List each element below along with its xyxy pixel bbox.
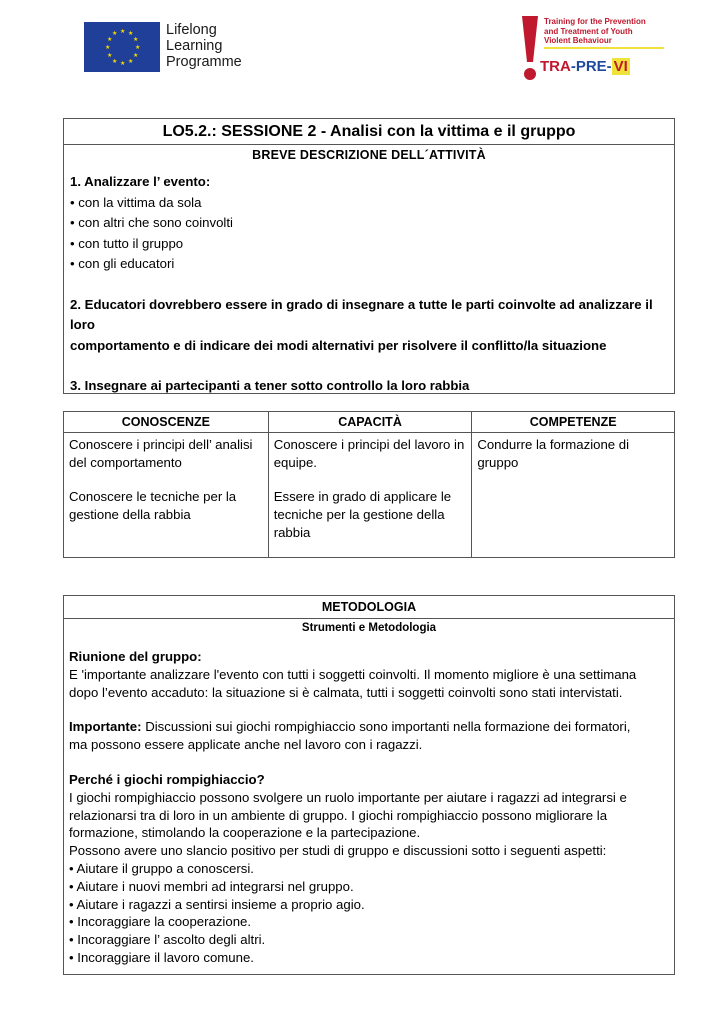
- list-item: • Incoraggiare la cooperazione.: [69, 914, 252, 930]
- p1-line: E 'importante analizzare l'evento con tutti i soggetti coinvolti. Il momento migliore è una settimana: [69, 666, 637, 682]
- methodology-box: [63, 595, 675, 975]
- p2-line-1-rest: Discussioni sui giochi rompighiaccio sono importanti nella formazione dei formatori,: [141, 719, 631, 735]
- list-item: • Incoraggiare il lavoro comune.: [69, 949, 254, 965]
- item2-line-2: comportamento e di indicare dei modi alternativi per risolvere il conflitto/la situazione: [70, 337, 607, 353]
- p3-line: I giochi rompighiaccio possono svolgere un ruolo importante per aiutare i ragazzi ad integrarsi e: [69, 789, 627, 805]
- methodology-body: [64, 634, 674, 967]
- activity-body: [64, 162, 674, 397]
- header-competenze: COMPETENZE: [472, 412, 675, 433]
- svg-text:★: ★: [128, 58, 134, 65]
- llp-line-3: Programme: [166, 54, 242, 70]
- list-item: • Incoraggiare l’ ascolto degli altri.: [69, 932, 266, 948]
- eu-flag-icon: [84, 22, 160, 72]
- p1-heading: Riunione del gruppo:: [69, 649, 202, 664]
- p2-line-1: [69, 718, 669, 736]
- activity-box: [63, 118, 675, 394]
- competenze-item: Condurre la formazione di gruppo: [477, 437, 630, 470]
- p3-line: relazionarsi tra di loro in un ambiente di gruppo. I giochi rompighiaccio possono migliorare la: [69, 807, 608, 823]
- tra-pre-vi-logo: [518, 14, 668, 84]
- svg-text:★: ★: [107, 52, 113, 59]
- activity-title: LO5.2.: SESSIONE 2 - Analisi con la vittima e il gruppo: [64, 119, 674, 145]
- item1-heading: 1. Analizzare l’ evento:: [70, 174, 211, 189]
- cell-competenze: [472, 433, 675, 558]
- table-row: [64, 433, 675, 558]
- svg-text:★: ★: [120, 28, 126, 35]
- methodology-title: METODOLOGIA: [64, 596, 674, 619]
- tra-tagline: [544, 17, 646, 46]
- svg-text:★: ★: [112, 30, 118, 37]
- p3-heading: Perché i giochi rompighiaccio?: [69, 771, 265, 787]
- p3-line: Possono avere uno slancio positivo per studi di gruppo e discussioni sotto i seguenti aspetti:: [69, 843, 607, 859]
- tra-underline: [544, 47, 664, 51]
- svg-text:★: ★: [107, 36, 113, 43]
- svg-text:★: ★: [135, 44, 141, 51]
- llp-line-2: Learning: [166, 38, 223, 54]
- cell-conoscenze: [64, 433, 269, 558]
- tra-tagline-2: and Treatment of Youth: [544, 26, 633, 36]
- capacita-item: Essere in grado di applicare le tecniche per la gestione della rabbia: [273, 489, 452, 540]
- llp-line-1: Lifelong: [166, 22, 217, 38]
- llp-wordmark: [166, 22, 242, 70]
- item2-line-1: 2. Educatori dovrebbero essere in grado di insegnare a tutte le parti coinvolte ad analizzare il loro: [70, 296, 653, 332]
- tra-tagline-3: Violent Behaviour: [544, 36, 612, 45]
- tra-tagline-1: Training for the Prevention: [544, 17, 646, 26]
- svg-text:★: ★: [120, 60, 126, 67]
- capacita-item: Conoscere i principi del lavoro in equipe.: [273, 437, 465, 470]
- svg-text:★: ★: [128, 30, 134, 37]
- methodology-subtitle: Strumenti e Metodologia: [301, 622, 437, 634]
- p2-line-2: ma possono essere applicate anche nel lavoro con i ragazzi.: [69, 737, 423, 753]
- lifelong-learning-logo: [84, 22, 274, 72]
- list-item: • Aiutare il gruppo a conoscersi.: [69, 860, 254, 876]
- header-conoscenze: CONOSCENZE: [64, 412, 269, 433]
- p2-label: Importante:: [69, 719, 142, 735]
- tra-brand-vi: VI: [613, 58, 628, 75]
- activity-subtitle: BREVE DESCRIZIONE DELL´ATTIVITÀ: [252, 148, 486, 162]
- header-capacita: CAPACITÀ: [268, 412, 472, 433]
- item1-bullet: • con altri che sono coinvolti: [70, 215, 233, 230]
- p1-line: dopo l’evento accaduto: la situazione si è calmata, tutti i soggetti coinvolti sono stati intervistati.: [69, 684, 623, 700]
- table-header-row: [64, 412, 675, 433]
- cell-capacita: [268, 433, 472, 558]
- p3-line: formazione, stimolando la cooperazione e la partecipazione.: [69, 825, 421, 841]
- tra-brand: [540, 58, 630, 75]
- skills-table: [63, 411, 675, 558]
- list-item: • Aiutare i ragazzi a sentirsi insieme a proprio agio.: [69, 896, 365, 912]
- tra-brand-tra: TRA: [540, 58, 571, 75]
- svg-text:★: ★: [112, 58, 118, 65]
- item1-bullet: • con la vittima da sola: [70, 194, 202, 210]
- svg-text:★: ★: [105, 44, 111, 51]
- list-item: • Aiutare i nuovi membri ad integrarsi nel gruppo.: [69, 878, 354, 894]
- conoscenze-item: Conoscere le tecniche per la gestione della rabbia: [69, 489, 237, 522]
- conoscenze-item: Conoscere i principi dell’ analisi del comportamento: [69, 437, 253, 470]
- tra-brand-pre: -PRE-: [570, 58, 612, 75]
- svg-text:★: ★: [133, 52, 139, 59]
- svg-text:★: ★: [133, 36, 139, 43]
- item1-bullet: • con tutto il gruppo: [70, 235, 184, 251]
- item3: 3. Insegnare ai partecipanti a tener sotto controllo la loro rabbia: [70, 378, 470, 393]
- item1-bullet: • con gli educatori: [70, 256, 175, 271]
